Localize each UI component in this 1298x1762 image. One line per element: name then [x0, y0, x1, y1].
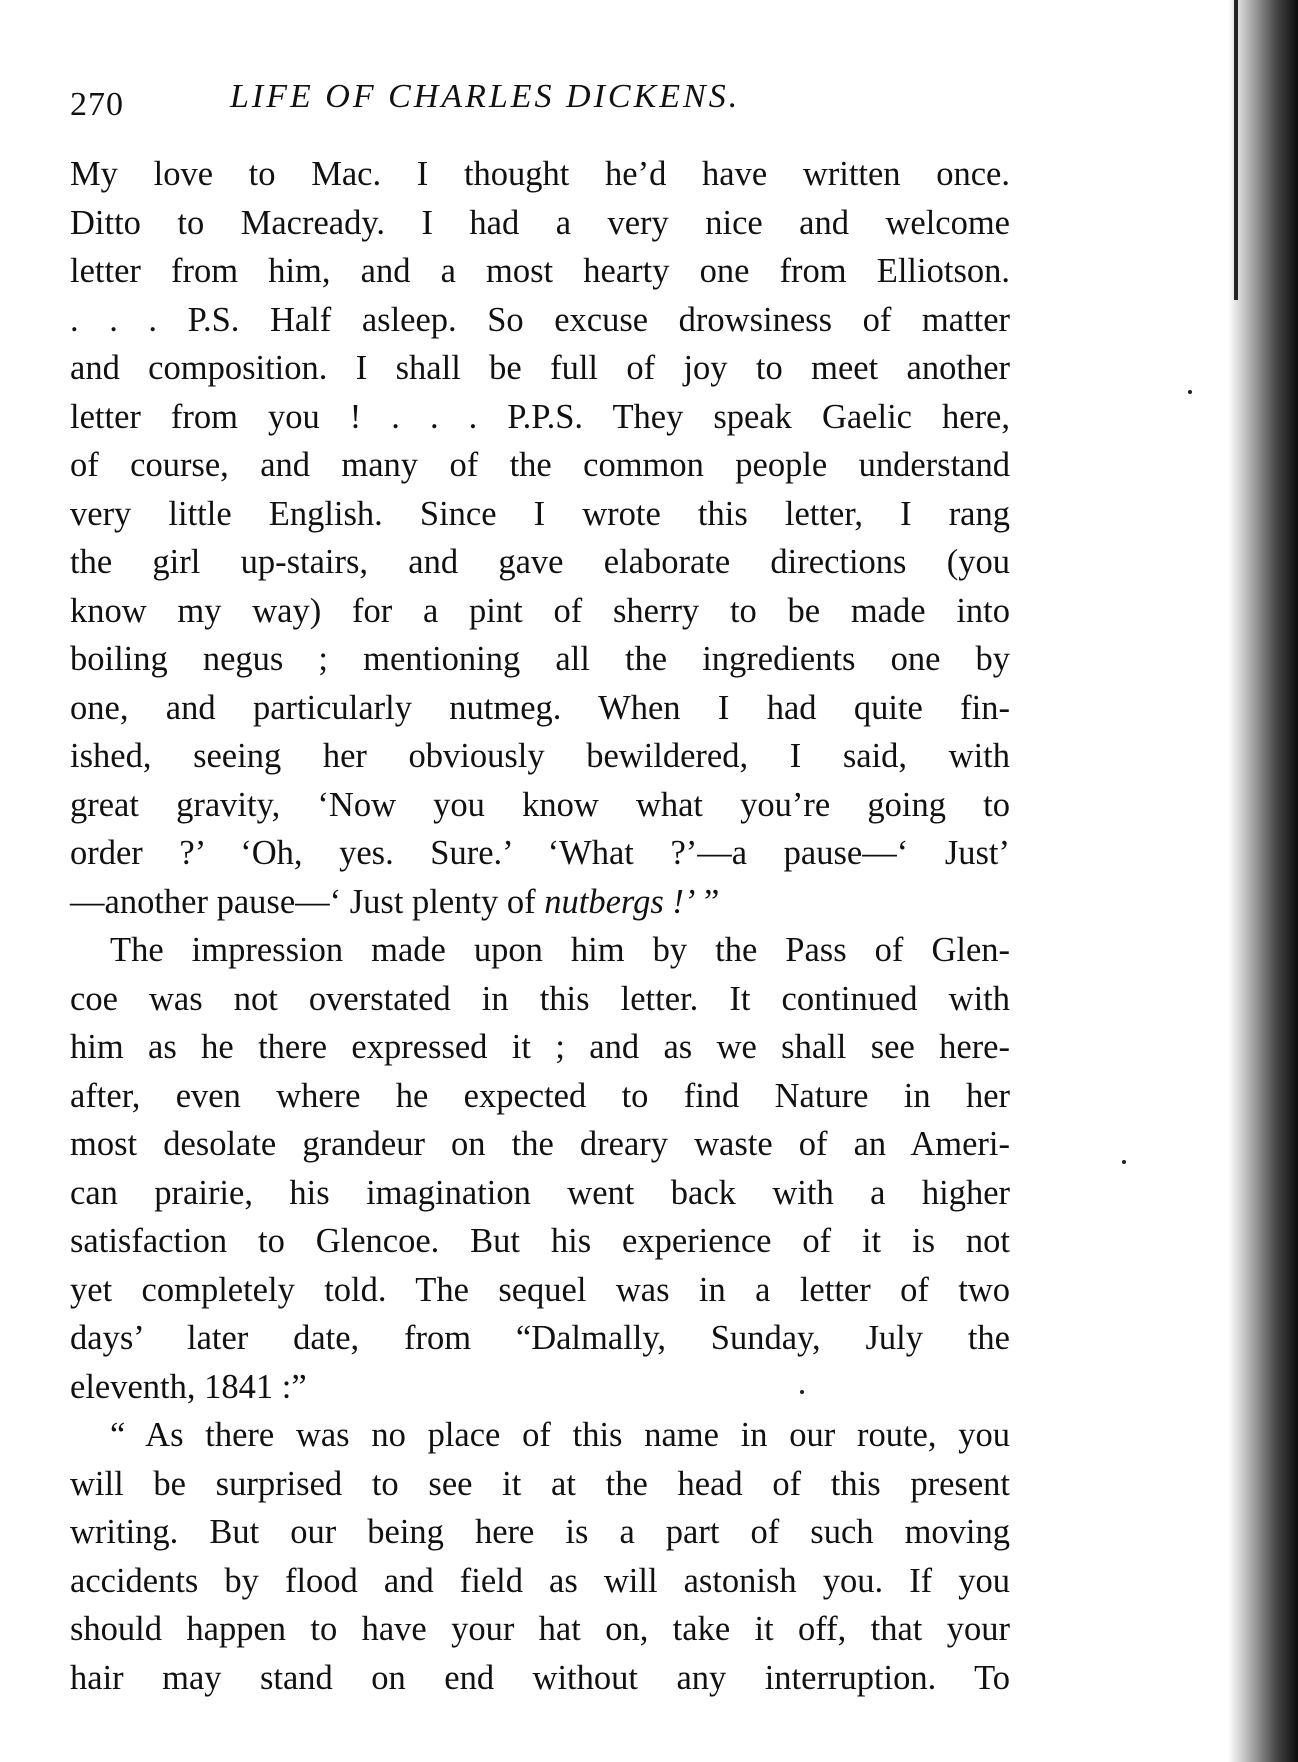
text-line — [70, 878, 1010, 927]
ink-speck — [800, 1390, 804, 1394]
body-text — [70, 150, 1010, 1702]
text-line: will be surprised to see it at the head of this present — [70, 1464, 1010, 1503]
text-line: very little English. Since I wrote this letter, I rang — [70, 494, 1010, 533]
running-title: LIFE OF CHARLES DICKENS. — [230, 78, 741, 115]
ink-speck — [1122, 1160, 1126, 1164]
paragraph-start: The impression made upon him by the Pass of Glen- — [110, 931, 1010, 969]
text-line: eleventh, 1841 :” — [70, 1367, 307, 1406]
closing-quote: ” — [695, 882, 720, 921]
italic-word: nutbergs !’ — [544, 882, 696, 921]
page-number: 270 — [70, 86, 124, 123]
text-line: should happen to have your hat on, take it off, that your — [70, 1610, 1010, 1648]
text-line: satisfaction to Glencoe. But his experience of it is not — [70, 1222, 1010, 1260]
text-line: the girl up-stairs, and gave elaborate directions (you — [70, 543, 1010, 581]
binding-edge — [1234, 0, 1238, 300]
text-line: hair may stand on end without any interruption. To — [70, 1658, 1010, 1697]
text-line: know my way) for a pint of sherry to be made into — [70, 591, 1010, 630]
ink-speck — [1188, 390, 1192, 394]
paragraph-start: “ As there was no place of this name in our route, you — [110, 1416, 1010, 1454]
text-line: can prairie, his imagination went back with a higher — [70, 1173, 1010, 1212]
text-line-start: —another pause—‘ Just plenty of — [70, 882, 545, 921]
text-line: most desolate grandeur on the dreary waste of an Ameri- — [70, 1125, 1010, 1163]
text-line: Ditto to Macready. I had a very nice and welcome — [70, 203, 1010, 242]
binding-shadow — [1228, 0, 1298, 1762]
text-line: boiling negus ; mentioning all the ingredients one by — [70, 640, 1010, 678]
text-line: writing. But our being here is a part of such moving — [70, 1513, 1010, 1551]
text-line: great gravity, ‘Now you know what you’re going to — [70, 785, 1010, 824]
text-line: letter from you ! . . . P.P.S. They speak Gaelic here, — [70, 397, 1010, 436]
text-line: of course, and many of the common people understand — [70, 446, 1010, 484]
running-header — [70, 78, 1010, 128]
text-line: days’ later date, from “Dalmally, Sunday, July the — [70, 1319, 1010, 1357]
text-line: . . . P.S. Half asleep. So excuse drowsiness of matter — [70, 300, 1010, 339]
text-line: ished, seeing her obviously bewildered, I said, with — [70, 737, 1010, 775]
text-line: letter from him, and a most hearty one from Elliotson. — [70, 252, 1010, 290]
text-line: My love to Mac. I thought he’d have written once. — [70, 155, 1010, 193]
text-line: yet completely told. The sequel was in a letter of two — [70, 1270, 1010, 1309]
text-line: coe was not overstated in this letter. It continued with — [70, 979, 1010, 1018]
text-line: accidents by flood and field as will astonish you. If you — [70, 1561, 1010, 1600]
text-line: after, even where he expected to find Nature in her — [70, 1076, 1010, 1115]
text-line: and composition. I shall be full of joy to meet another — [70, 349, 1010, 387]
text-line: one, and particularly nutmeg. When I had quite fin- — [70, 688, 1010, 727]
text-line: order ?’ ‘Oh, yes. Sure.’ ‘What ?’—a pause—‘ Just’ — [70, 834, 1010, 872]
text-line: him as he there expressed it ; and as we shall see here- — [70, 1028, 1010, 1066]
